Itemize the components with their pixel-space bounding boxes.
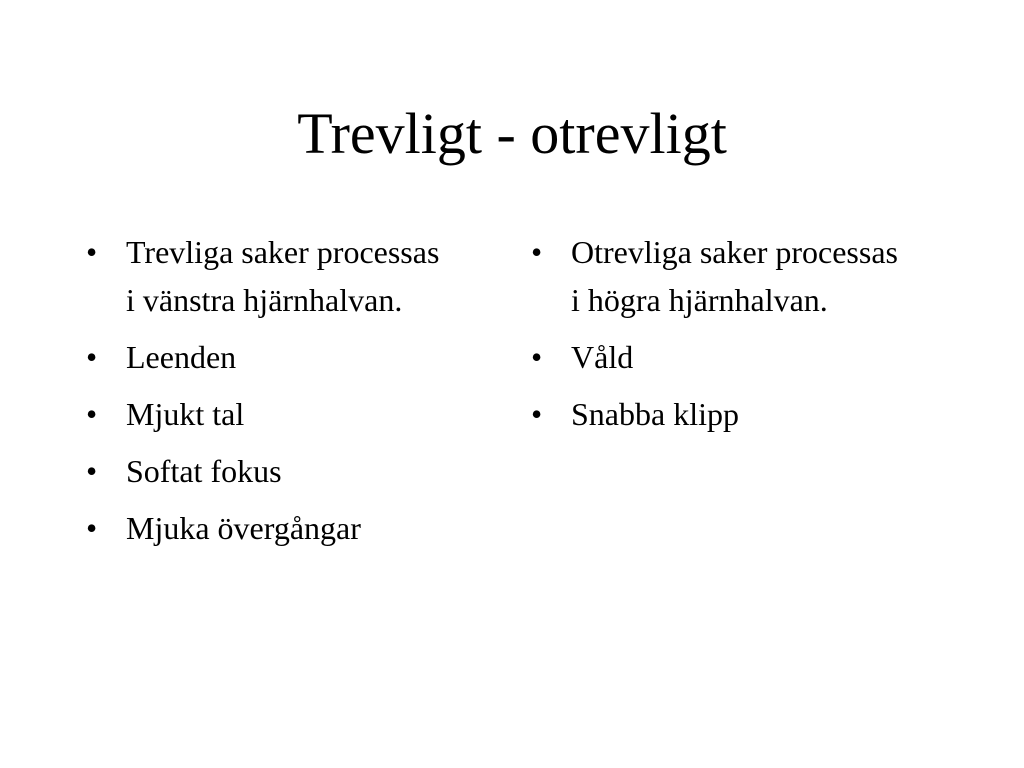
bullet-icon: • [531, 234, 543, 270]
bullet-icon: • [86, 339, 98, 375]
list-item-text: Mjukt tal [126, 396, 245, 432]
list-item [86, 504, 486, 552]
bullet-icon: • [531, 339, 543, 375]
list-item [86, 390, 486, 438]
list-item-text: Mjuka övergångar [126, 510, 361, 546]
list-item [86, 333, 486, 381]
list-item-text: Leenden [126, 339, 237, 375]
list-item-text: Softat fokus [126, 453, 282, 489]
list-item [86, 447, 486, 495]
list-item-text: Trevliga saker processas i vänstra hjärnhalvan. [126, 234, 440, 318]
list-item [86, 228, 486, 324]
right-bullet-list [531, 228, 931, 447]
list-item [531, 228, 931, 324]
bullet-icon: • [86, 510, 98, 546]
slide-title: Trevligt - otrevligt [297, 101, 727, 166]
list-item [531, 333, 931, 381]
bullet-icon: • [86, 234, 98, 270]
list-item [531, 390, 931, 438]
bullet-icon: • [86, 453, 98, 489]
bullet-icon: • [86, 396, 98, 432]
left-bullet-list [86, 228, 486, 561]
bullet-icon: • [531, 396, 543, 432]
list-item-text: Snabba klipp [571, 396, 739, 432]
list-item-text: Våld [571, 339, 634, 375]
list-item-text: Otrevliga saker processas i högra hjärnhalvan. [571, 234, 898, 318]
